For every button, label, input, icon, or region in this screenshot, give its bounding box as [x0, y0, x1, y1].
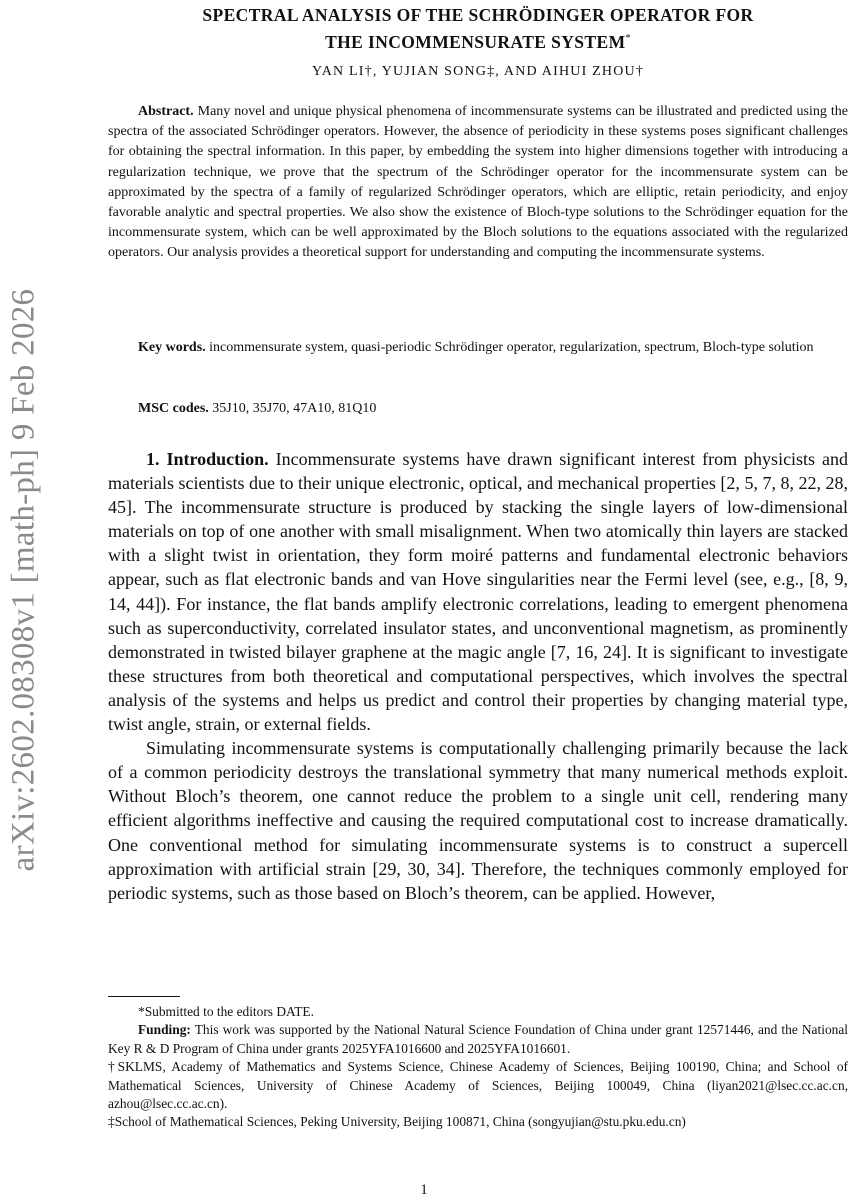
title-line-2: THE INCOMMENSURATE SYSTEM	[325, 31, 626, 52]
footnote-rule	[108, 996, 180, 997]
funding-text: This work was supported by the National Natural Science Foundation of China under grant 12571446, and the National Key R & D Program of China under grants 2025YFA1016600 and 2025YFA1016601.	[108, 1022, 848, 1056]
title-footnote-mark: *	[625, 33, 631, 44]
footnote-funding	[108, 1021, 848, 1058]
msc-label: MSC codes.	[138, 401, 209, 416]
intro-paragraph-2: Simulating incommensurate systems is computationally challenging primarily because the lack of a common periodicity destroys the translational symmetry that many numerical methods exploit. Without Bloch’s theorem, one cannot reduce the problem to a single unit cell, rendering many efficient algorithms ineffective and causing the required computational cost to increase dramatically. One conventional method for simulating incommensurate systems is to construct a supercell approximation with artificial strain [29, 30, 34]. Therefore, the techniques commonly employed for periodic systems, such as those based on Bloch’s theorem, can be applied. However,	[108, 738, 848, 903]
footnote-affiliation-dagger: †SKLMS, Academy of Mathematics and Systems Science, Chinese Academy of Sciences, Beijing 100190, China; and School of Mathematical Sciences, University of Chinese Academy of Sciences, Beijing 100049, China (liyan2021@lsec.cc.ac.cn, azhou@lsec.cc.ac.cn).	[108, 1059, 848, 1112]
page-number: 1	[420, 1182, 428, 1198]
title-line-1: SPECTRAL ANALYSIS OF THE SCHRÖDINGER OPERATOR FOR	[202, 5, 754, 25]
footnotes	[108, 1003, 848, 1132]
intro-paragraph-1-text: Incommensurate systems have drawn significant interest from physicists and materials scientists due to their unique electronic, optical, and mechanical properties [2, 5, 7, 8, 22, 28, 45]. The incommensurate structure is produced by stacking the single layers of low-dimensional materials on top of one another with small misalignment. When two atomically thin layers are stacked with a slight twist in orientation, they form moiré patterns and fundamental electronic behaviors appear, such as flat electronic bands and van Hove singularities near the Fermi level (see, e.g., [8, 9, 14, 44]). For instance, the flat bands amplify electronic correlations, leading to emergent phenomena such as superconductivity, correlated insulator states, and unconventional magnetism, as prominently demonstrated in twisted bilayer graphene at the magic angle [7, 16, 24]. It is significant to investigate these structures from both theoretical and computational perspectives, which involves the spectral analysis of the systems and helps us predict and control their properties by changing material type, twist angle, strain, or external fields.	[108, 449, 848, 735]
section-introduction	[108, 447, 848, 905]
arxiv-stamp	[4, 190, 44, 970]
msc-codes	[108, 399, 848, 419]
paper-title	[108, 3, 848, 54]
section-heading: 1. Introduction.	[146, 449, 269, 469]
footnote-affiliation-ddagger: ‡School of Mathematical Sciences, Peking University, Beijing 100871, China (songyujian@stu.pku.edu.cn)	[108, 1114, 686, 1130]
keywords-text: incommensurate system, quasi-periodic Schrödinger operator, regularization, spectrum, Bloch-type solution	[209, 340, 814, 355]
abstract-label: Abstract.	[138, 104, 194, 119]
footnote-submitted: *Submitted to the editors DATE.	[138, 1004, 314, 1019]
keywords	[108, 338, 848, 358]
abstract-text: Many novel and unique physical phenomena of incommensurate systems can be illustrated and predicted using the spectra of the associated Schrödinger operators. However, the absence of periodicity in these systems poses significant challenges for obtaining the spectral information. In this paper, by embedding the system into higher dimensions together with introducing a regularization technique, we prove that the spectrum of the Schrödinger operator for the incommensurate system can be approximated by the spectra of a family of regularized Schrödinger operators, which are elliptic, retain periodicity, and enjoy favorable analytic and spectral properties. We also show the existence of Bloch-type solutions to the Schrödinger equation for the incommensurate system, which can be well approximated by the Bloch solutions to the equations associated with the regularized operators. Our analysis provides a theoretical support for understanding and computing the incommensurate systems.	[108, 104, 848, 261]
intro-paragraph-1	[108, 447, 848, 736]
arxiv-stamp-text: arXiv:2602.08308v1 [math-ph] 9 Feb 2026	[5, 288, 42, 872]
authors: YAN LI†, YUJIAN SONG‡, AND AIHUI ZHOU†	[311, 64, 645, 79]
msc-text: 35J10, 35J70, 47A10, 81Q10	[212, 401, 377, 416]
abstract	[108, 102, 848, 264]
keywords-label: Key words.	[138, 340, 206, 355]
funding-label: Funding:	[138, 1022, 191, 1038]
